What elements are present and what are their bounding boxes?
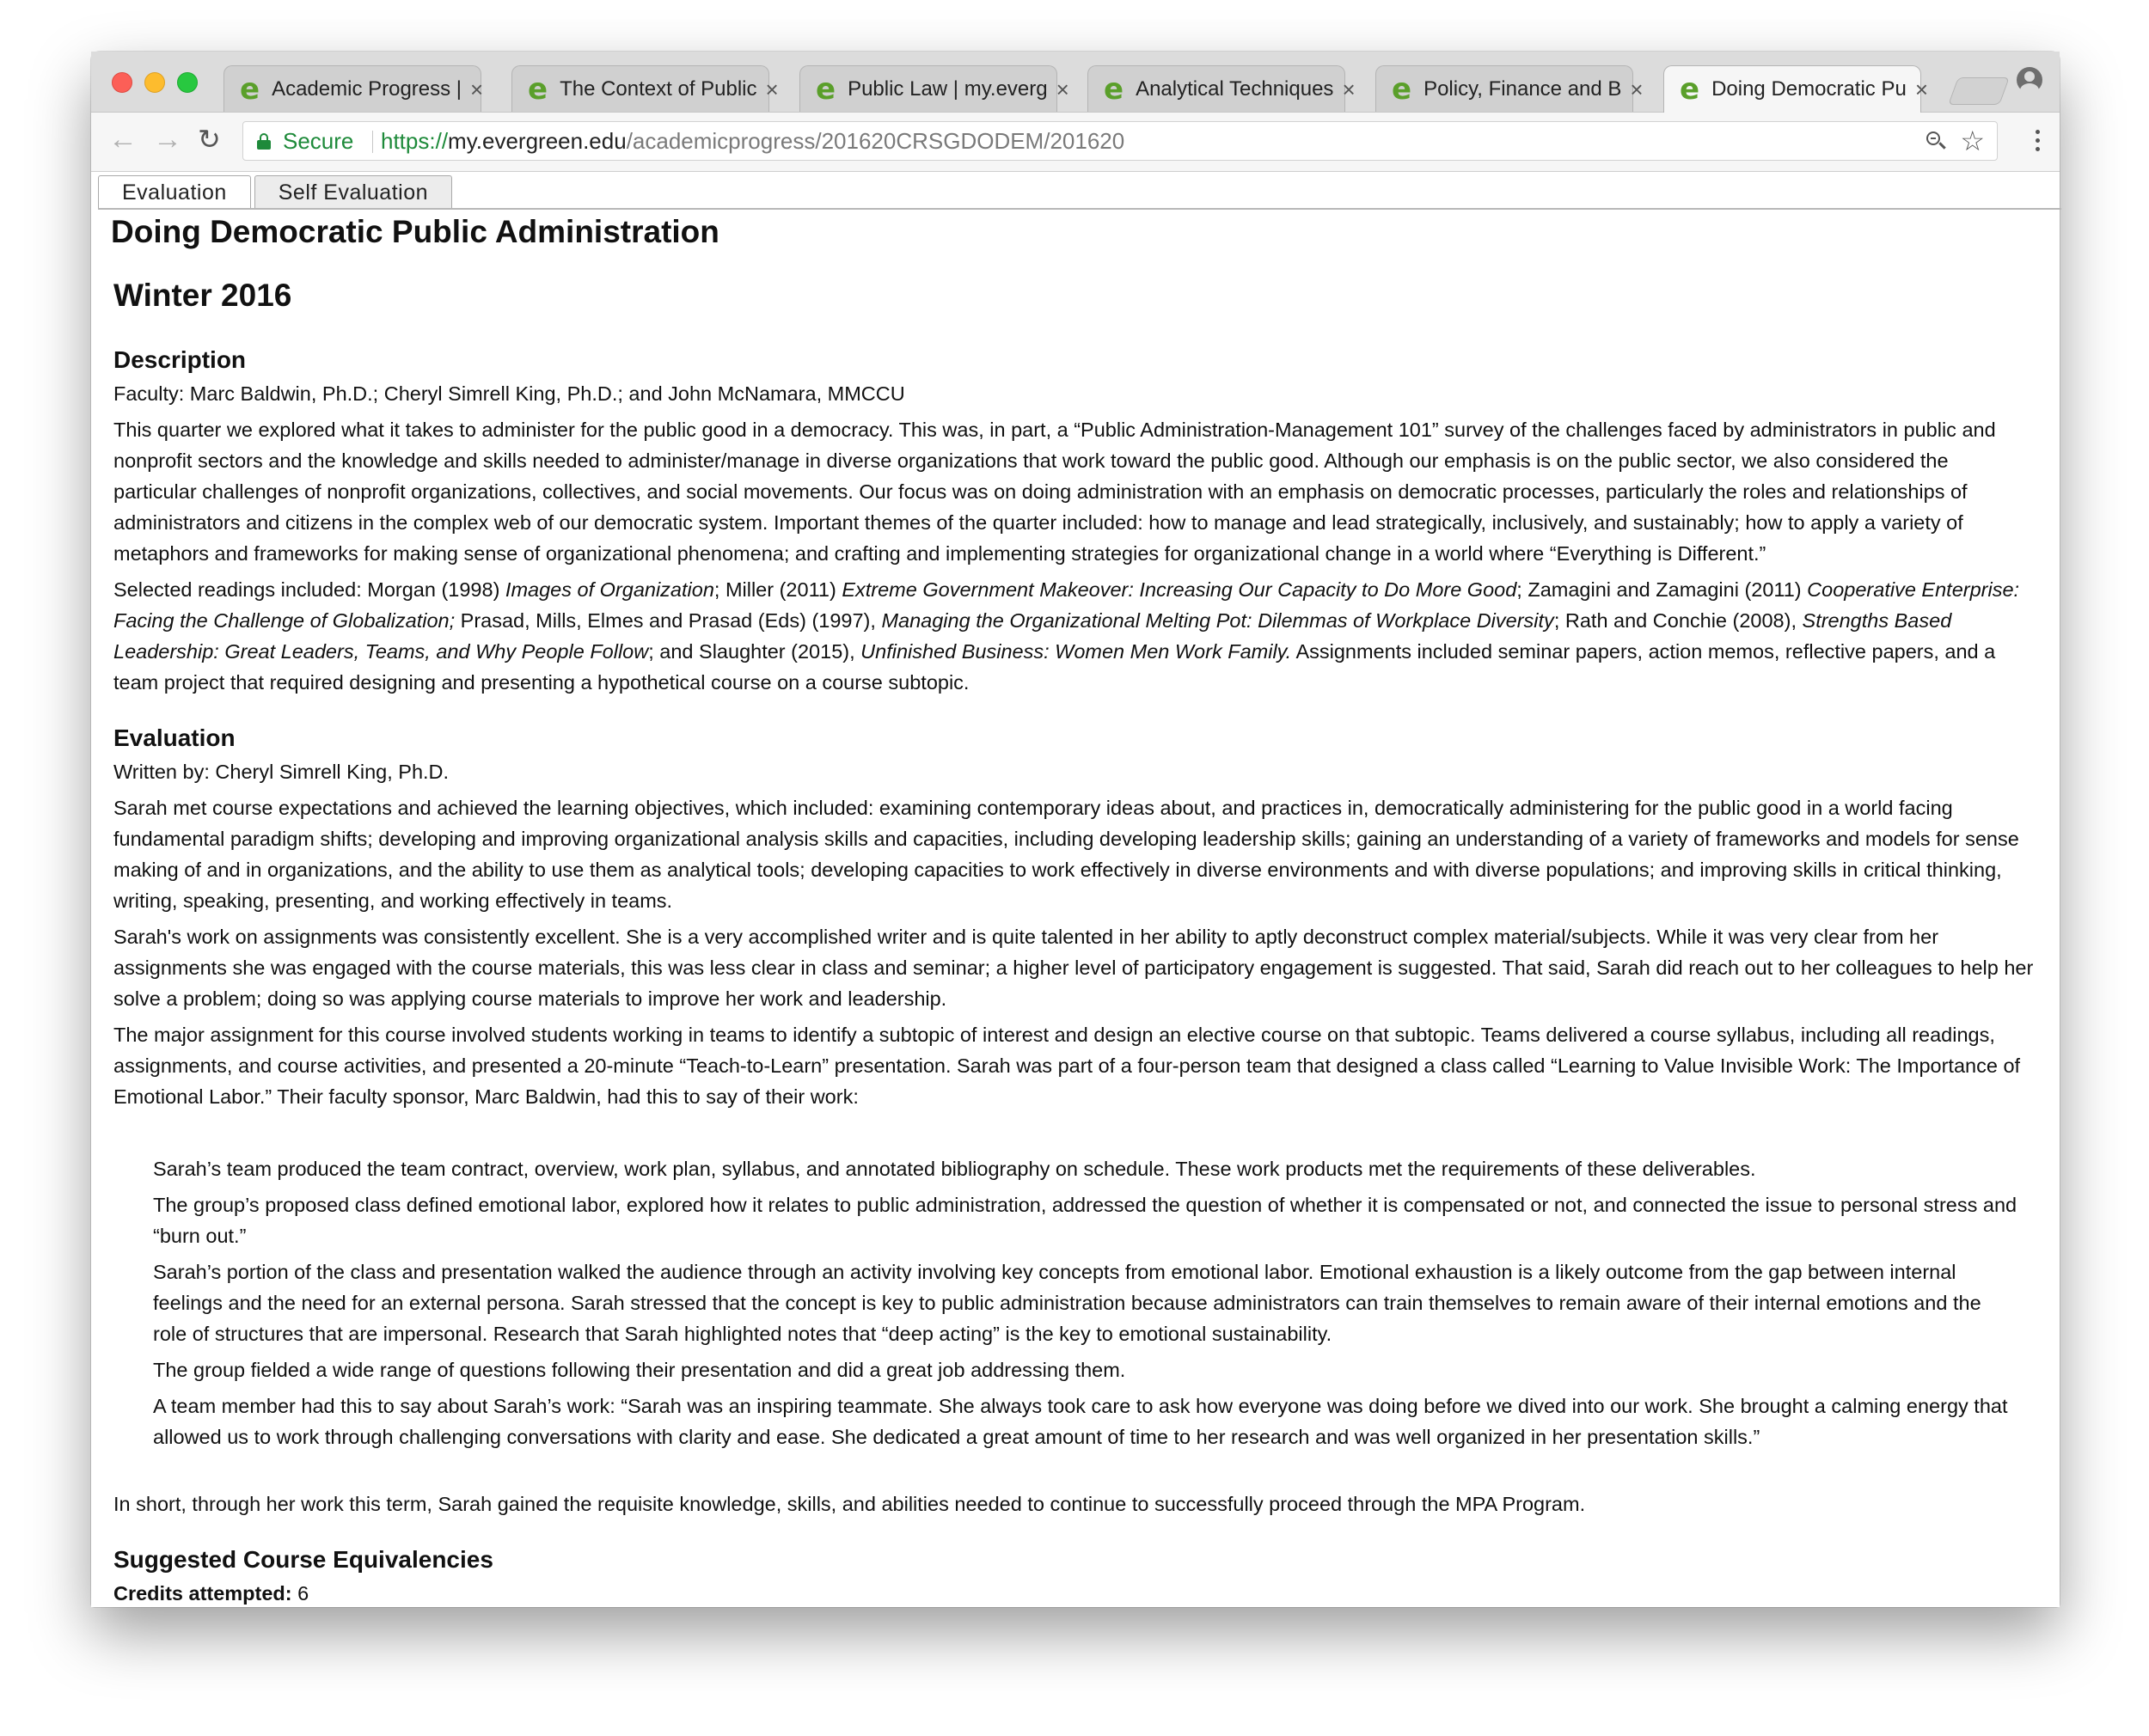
close-tab-icon[interactable]: × bbox=[765, 76, 779, 102]
evergreen-favicon-icon: e bbox=[1392, 71, 1412, 107]
minimize-window-button[interactable] bbox=[144, 72, 165, 93]
browser-menu-icon[interactable] bbox=[2036, 130, 2041, 156]
browser-tab-academic-progress[interactable] bbox=[223, 65, 484, 112]
equivalencies-heading: Suggested Course Equivalencies bbox=[113, 1546, 493, 1573]
page-tabs bbox=[98, 175, 456, 208]
close-window-button[interactable] bbox=[112, 72, 132, 93]
page-content bbox=[91, 172, 2060, 1607]
evaluation-document bbox=[113, 211, 2036, 1614]
quote-paragraph: The group’s proposed class defined emotional labor, explored how it relates to public administration, addressed the question of whether it is compensated or not, and connected the issue to personal stress and “burn out.” bbox=[153, 1194, 2017, 1247]
url-text[interactable]: https://my.evergreen.edu/academicprogress/201620CRSGDODEM/201620 bbox=[381, 128, 1125, 154]
bookmark-star-icon[interactable]: ☆ bbox=[1960, 125, 1985, 156]
evaluation-heading: Evaluation bbox=[113, 724, 236, 751]
tab-title: Public Law | my.everg bbox=[848, 76, 1048, 101]
credits-attempted: Credits attempted: 6 bbox=[113, 1582, 309, 1605]
faculty-sponsor-quote bbox=[153, 1153, 2018, 1452]
close-tab-icon[interactable]: × bbox=[470, 76, 484, 102]
new-tab-button[interactable] bbox=[1948, 77, 2010, 105]
tab-title: Doing Democratic Pu bbox=[1711, 77, 1907, 101]
browser-tab-policy-finance[interactable] bbox=[1375, 65, 1644, 112]
course-title: Doing Democratic Public Administration bbox=[111, 214, 719, 249]
evergreen-favicon-icon: e bbox=[528, 71, 548, 107]
close-tab-icon[interactable]: × bbox=[1342, 76, 1356, 102]
evergreen-favicon-icon: e bbox=[1104, 71, 1124, 107]
tab-self-evaluation[interactable]: Self Evaluation bbox=[254, 175, 452, 208]
quote-paragraph: A team member had this to say about Sarah’s work: “Sarah was an inspiring teammate. She always took care to ask how everyone was doing before we dived into our work. She brought a calming energy that allowed us to work through challenging conversations with clarity and ease. She dedicated a great amount of time to her research and was well organized in her presentation skills.” bbox=[153, 1395, 2008, 1448]
browser-tab-public-law[interactable] bbox=[799, 65, 1069, 112]
evaluation-paragraph: Sarah's work on assignments was consistently excellent. She is a very accomplished writer and is quite talented in her ability to aptly deconstruct complex material/subjects. While it was very clear from her assignments she was engaged with the course materials, this was less clear in class and seminar; a higher level of participatory engagement is suggested. That said, Sarah did reach out to her colleagues to help her solve a problem; doing so was applying course materials to improve her work and leadership. bbox=[113, 926, 2034, 1010]
lock-icon bbox=[257, 133, 271, 149]
summary-paragraph: In short, through her work this term, Sarah gained the requisite knowledge, skills, and abilities needed to continue to successfully proceed through the MPA Program. bbox=[113, 1493, 1586, 1515]
quote-paragraph: Sarah’s team produced the team contract, overview, work plan, syllabus, and annotated bibliography on schedule. These work products met the requirements of these deliverables. bbox=[153, 1158, 1756, 1180]
tab-strip bbox=[91, 52, 2060, 113]
close-tab-icon[interactable]: × bbox=[1056, 76, 1069, 102]
evergreen-favicon-icon: e bbox=[816, 71, 836, 107]
back-arrow-icon[interactable]: ← bbox=[108, 123, 138, 156]
browser-window bbox=[91, 52, 2060, 1607]
reload-icon[interactable]: ↻ bbox=[198, 124, 221, 155]
tab-title: Policy, Finance and B bbox=[1423, 76, 1622, 101]
tab-title: The Context of Public bbox=[560, 76, 757, 101]
quote-paragraph: The group fielded a wide range of questions following their presentation and did a great job addressing them. bbox=[153, 1359, 1126, 1381]
zoom-window-button[interactable] bbox=[177, 72, 198, 93]
evaluation-paragraph: The major assignment for this course involved students working in teams to identify a subtopic of interest and design an elective course on that subtopic. Teams delivered a course syllabus, including all readings, assignments, and course activities, and presented a 20-minute “Teach-to-Learn” presentation. Sarah was part of a four-person team that designed a class called “Learning to Value Invisible Work: The Importance of Emotional Labor.” Their faculty sponsor, Marc Baldwin, had this to say of their work: bbox=[113, 1024, 2021, 1108]
profile-icon[interactable] bbox=[2017, 67, 2042, 93]
description-paragraph: This quarter we explored what it takes to administer for the public good in a democracy. This was, in part, a “Public Administration-Management 101” survey of the challenges faced by administrators in public and nonprofit sectors and the knowledge and skills needed to administer/manage in diverse organizations that work toward the public good. Although our emphasis is on the public sector, we also considered the particular challenges of nonprofit organizations, collectives, and social movements. Our focus was on doing administration with an emphasis on democratic processes, particularly the roles and relationships of administrators and citizens in the complex web of our democratic system. Important themes of the quarter included: how to manage and lead strategically, inclusively, and sustainably; how to apply a variety of metaphors and frameworks for making sense of organizational phenomena; and crafting and implementing strategies for organizational change in a world where “Everything is Different.” bbox=[113, 419, 1996, 565]
evergreen-favicon-icon: e bbox=[1680, 72, 1700, 107]
tab-evaluation[interactable]: Evaluation bbox=[98, 175, 251, 208]
written-by-line: Written by: Cheryl Simrell King, Ph.D. bbox=[113, 761, 450, 783]
course-term: Winter 2016 bbox=[113, 278, 292, 313]
address-bar[interactable] bbox=[242, 121, 1998, 161]
secure-label: Secure bbox=[283, 128, 354, 154]
evaluation-paragraph: Sarah met course expectations and achieved the learning objectives, which included: examining contemporary ideas about, and practices in, democratically administering for the public good in a world facing fundamental paradigm shifts; developing and improving organizational analysis skills and capacities, including developing leadership skills; gaining an understanding of a variety of frameworks and models for sense making of and in organizations, and the ability to use them as analytical tools; developing capacities to work effectively in diverse environments and with diverse populations; and improving skills in critical thinking, writing, speaking, presenting, and working effectively in teams. bbox=[113, 797, 2019, 912]
browser-tab-analytical-techniques[interactable] bbox=[1087, 65, 1356, 112]
browser-toolbar bbox=[91, 113, 2060, 172]
browser-tab-context-public[interactable] bbox=[511, 65, 779, 112]
readings-paragraph: Selected readings included: Morgan (1998) Images of Organization; Miller (2011) Extreme Government Makeover: Increasing Our Capacity to Do More Good; Zamagini and Zamagini (2011) Cooperative Enterprise: Facing the Challenge of Globalization; Prasad, Mills, Elmes and Prasad (Eds) (1997), Managing the Organizational Melting Pot: Dilemmas of Workplace Diversity; Rath and Conchie (2008), Strengths Based Leadership: Great Leaders, Teams, and Why People Follow; and Slaughter (2015), Unfinished Business: Women Men Work Family. Assignments included seminar papers, action memos, reflective papers, and a team project that required designing and presenting a hypothetical course on a course subtopic. bbox=[113, 578, 2020, 694]
evergreen-favicon-icon: e bbox=[240, 71, 260, 107]
close-tab-icon[interactable]: × bbox=[1914, 76, 1929, 102]
quote-paragraph: Sarah’s portion of the class and presentation walked the audience through an activity involving key concepts from emotional labor. Emotional exhaustion is a likely outcome from the gap between internal feelings and the need for an external persona. Sarah stressed that the concept is key to public administration because administrators can train themselves to remain aware of their internal emotions and the role of structures that are impersonal. Research that Sarah highlighted notes that “deep acting” is the key to emotional sustainability. bbox=[153, 1261, 1981, 1345]
close-tab-icon[interactable]: × bbox=[1630, 76, 1644, 102]
description-heading: Description bbox=[113, 346, 247, 373]
faculty-line: Faculty: Marc Baldwin, Ph.D.; Cheryl Simrell King, Ph.D.; and John McNamara, MMCCU bbox=[113, 382, 905, 405]
zoom-icon[interactable] bbox=[1926, 131, 1947, 152]
tab-title: Analytical Techniques bbox=[1136, 76, 1334, 101]
browser-tab-doing-democratic[interactable] bbox=[1663, 65, 1929, 113]
tab-title: Academic Progress | bbox=[272, 76, 462, 101]
forward-arrow-icon[interactable]: → bbox=[153, 123, 182, 156]
